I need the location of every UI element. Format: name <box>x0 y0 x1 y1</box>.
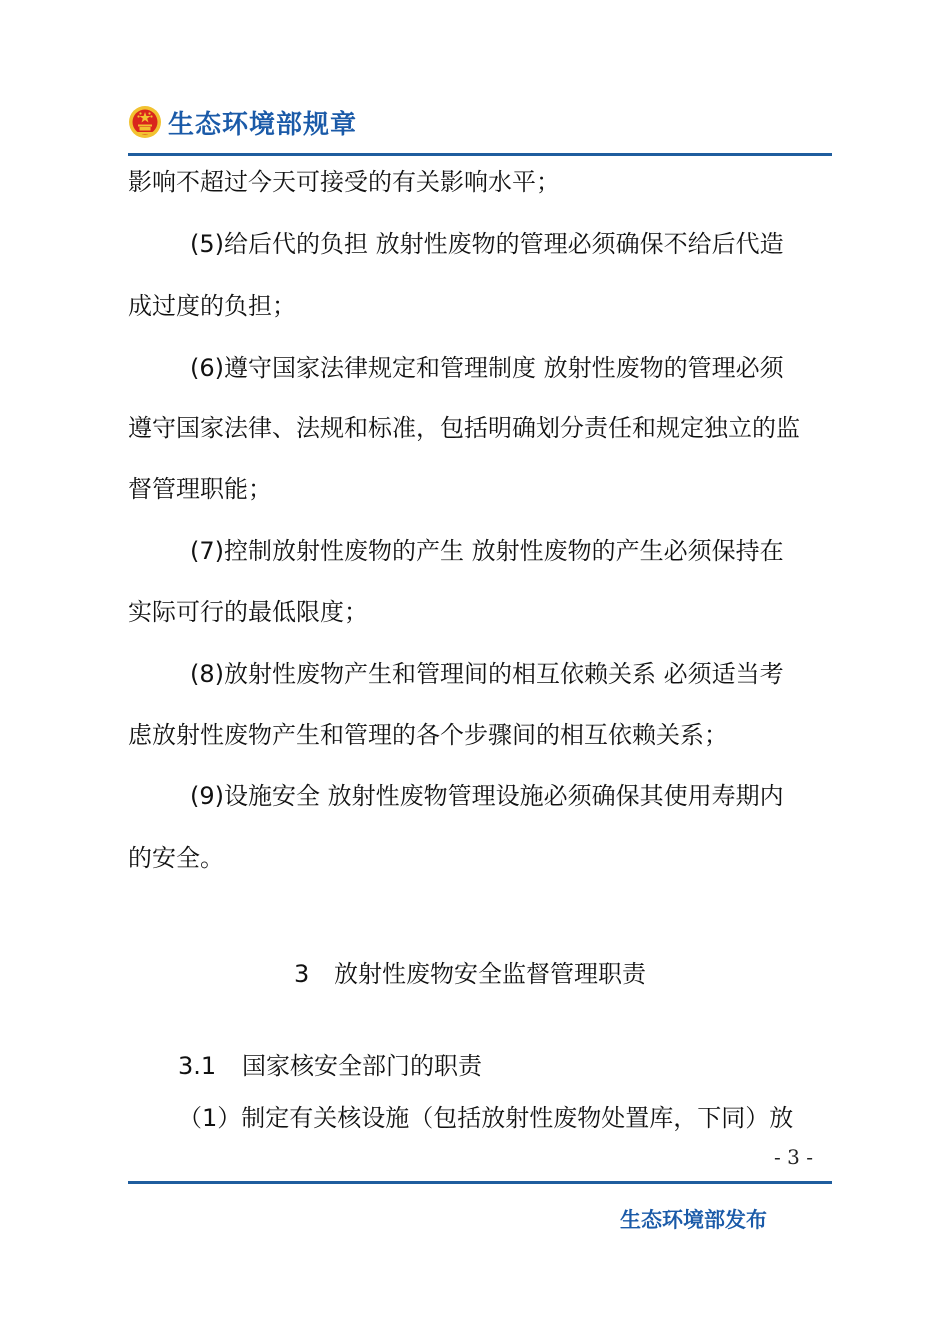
section-heading <box>294 958 646 990</box>
body-line: (8)放射性废物产生和管理间的相互依赖关系 必须适当考 <box>190 660 784 688</box>
body-line: 遵守国家法律、法规和标准，包括明确划分责任和规定独立的监 <box>128 414 800 442</box>
footer-divider <box>128 1181 832 1184</box>
subsection-title: 国家核安全部门的职责 <box>242 1052 482 1080</box>
body-line: (9)设施安全 放射性废物管理设施必须确保其使用寿期内 <box>190 782 784 810</box>
body-line: （1）制定有关核设施（包括放射性废物处置库，下同）放 <box>178 1104 794 1132</box>
body-line: 督管理职能； <box>128 475 272 503</box>
document-header <box>128 100 357 144</box>
body-line: 影响不超过今天可接受的有关影响水平； <box>128 168 560 196</box>
body-line: 成过度的负担； <box>128 292 296 320</box>
body-line: (7)控制放射性废物的产生 放射性废物的产生必须保持在 <box>190 537 784 565</box>
header-title: 生态环境部规章 <box>168 109 358 140</box>
footer-publisher: 生态环境部发布 <box>620 1208 767 1232</box>
section-number: 3 <box>294 960 310 988</box>
section-title: 放射性废物安全监督管理职责 <box>334 960 646 988</box>
body-line: 实际可行的最低限度； <box>128 598 368 626</box>
body-line: 的安全。 <box>128 844 224 872</box>
body-line: (5)给后代的负担 放射性废物的管理必须确保不给后代造 <box>190 230 784 258</box>
body-line: (6)遵守国家法律规定和管理制度 放射性废物的管理必须 <box>190 354 784 382</box>
page-number: - 3 - <box>774 1145 813 1169</box>
national-emblem-icon <box>128 105 162 139</box>
subsection-heading <box>178 1050 482 1082</box>
subsection-number: 3.1 <box>178 1052 217 1080</box>
body-line: 虑放射性废物产生和管理的各个步骤间的相互依赖关系； <box>128 721 728 749</box>
header-divider <box>128 153 832 156</box>
